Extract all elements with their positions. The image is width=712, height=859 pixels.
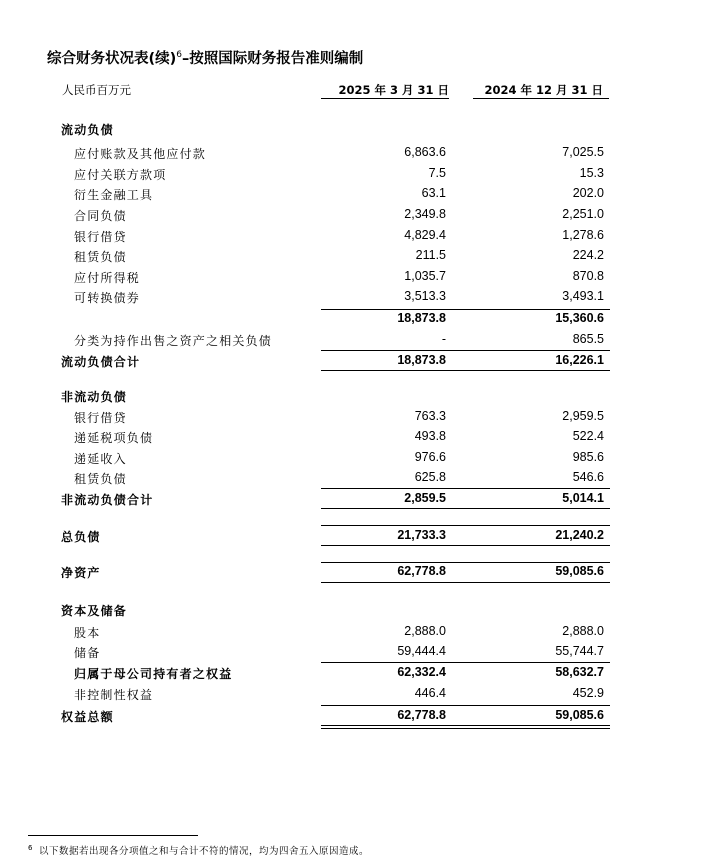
value-2024: 55,744.7: [555, 644, 604, 658]
total-rule: [321, 350, 610, 351]
value-2025: 18,873.8: [397, 311, 446, 325]
row-label: 非流动负债: [61, 390, 128, 404]
row-label: 可转换债券: [74, 291, 141, 305]
table-row: [0, 686, 712, 704]
value-2024: 15.3: [579, 166, 604, 180]
value-2024: 985.6: [572, 450, 604, 464]
value-2024: 21,240.2: [555, 528, 604, 542]
double-rule-bottom: [321, 728, 610, 729]
value-2024: 202.0: [572, 186, 604, 200]
total-rule: [321, 545, 610, 546]
row-label: 衍生金融工具: [74, 188, 154, 202]
value-2024: 59,085.6: [555, 708, 604, 722]
value-2024: 522.4: [572, 429, 604, 443]
row-label: 银行借贷: [74, 230, 127, 244]
footnote-divider: [28, 835, 198, 836]
unit-label: 人民币百万元: [62, 83, 131, 97]
row-label: 应付关联方款项: [74, 168, 167, 182]
title-suffix: –按照国际财务报告准则编制: [182, 51, 364, 67]
page-title: [47, 47, 363, 68]
row-label: 租赁负债: [74, 472, 127, 486]
total-rule: [321, 662, 610, 663]
header-rule: [473, 98, 609, 99]
value-2024: 452.9: [572, 686, 604, 700]
table-row: [0, 289, 712, 307]
table-row: [0, 602, 712, 620]
table-row: [0, 228, 712, 246]
value-2024: 224.2: [572, 248, 604, 262]
row-label: 权益总额: [61, 710, 114, 724]
value-2025: 2,888.0: [404, 624, 446, 638]
title-footnote-ref: 6: [176, 50, 182, 61]
value-2024: 16,226.1: [555, 353, 604, 367]
value-2024: 546.6: [572, 470, 604, 484]
column-header-2024: 2024 年 12 月 31 日: [484, 83, 603, 97]
value-2025: 59,444.4: [397, 644, 446, 658]
row-label: 合同负债: [74, 209, 127, 223]
row-label: 股本: [74, 626, 101, 640]
total-rule: [321, 525, 610, 526]
value-2025: 446.4: [414, 686, 446, 700]
table-row: [0, 708, 712, 726]
table-row: [0, 166, 712, 184]
row-label: 递延税项负债: [74, 431, 154, 445]
row-label: 总负债: [61, 530, 101, 544]
value-2025: 211.5: [415, 248, 446, 262]
value-2024: 870.8: [572, 269, 604, 283]
row-label: 资本及储备: [61, 604, 128, 618]
value-2024: 2,888.0: [562, 624, 604, 638]
row-label: 应付所得税: [74, 271, 141, 285]
value-2025: 6,863.6: [404, 145, 446, 159]
table-row: [0, 186, 712, 204]
footnote-text: 以下数据若出现各分项值之和与合计不符的情况，均为四舍五入原因造成。: [38, 846, 369, 857]
total-rule: [321, 562, 610, 563]
table-row: [0, 353, 712, 371]
value-2025: 18,873.8: [397, 353, 446, 367]
table-row: [0, 624, 712, 642]
value-2025: 2,859.5: [404, 491, 446, 505]
row-label: 银行借贷: [74, 411, 127, 425]
value-2024: 865.5: [572, 332, 604, 346]
value-2025: 493.8: [414, 429, 446, 443]
value-2024: 59,085.6: [555, 564, 604, 578]
row-label: 流动负债合计: [61, 355, 141, 369]
column-header-2025: 2025 年 3 月 31 日: [338, 83, 449, 97]
total-rule: [321, 370, 610, 371]
value-2025: 4,829.4: [404, 228, 446, 242]
value-2025: 63.1: [421, 186, 446, 200]
subtotal-rule: [321, 309, 610, 310]
row-label: 储备: [74, 646, 101, 660]
table-row: [0, 388, 712, 406]
table-row: [0, 332, 712, 350]
value-2025: -: [441, 332, 446, 346]
row-label: 分类为持作出售之资产之相关负债: [74, 334, 273, 348]
total-rule: [321, 705, 610, 706]
row-label: 非控制性权益: [74, 688, 154, 702]
header-rule: [321, 98, 449, 99]
value-2024: 1,278.6: [562, 228, 604, 242]
value-2024: 3,493.1: [562, 289, 604, 303]
value-2025: 62,778.8: [397, 564, 446, 578]
table-row: [0, 644, 712, 662]
value-2025: 7.5: [428, 166, 446, 180]
value-2025: 3,513.3: [404, 289, 446, 303]
total-rule: [321, 488, 610, 489]
row-label: 非流动负债合计: [61, 493, 154, 507]
row-label: 流动负债: [61, 123, 114, 137]
table-row: [0, 207, 712, 225]
table-row: [0, 470, 712, 488]
value-2025: 976.6: [414, 450, 446, 464]
row-label: 净资产: [61, 566, 101, 580]
total-rule: [321, 582, 610, 583]
table-row: [0, 145, 712, 163]
value-2025: 1,035.7: [404, 269, 446, 283]
value-2024: 5,014.1: [562, 491, 604, 505]
row-label: 递延收入: [74, 452, 127, 466]
value-2024: 2,251.0: [562, 207, 604, 221]
table-row: [0, 564, 712, 582]
table-row: [0, 248, 712, 266]
value-2024: 7,025.5: [562, 145, 604, 159]
double-rule-top: [321, 725, 610, 726]
footnote: [28, 843, 369, 857]
table-row: [0, 665, 712, 683]
table-row: [0, 311, 712, 329]
value-2025: 21,733.3: [397, 528, 446, 542]
table-row: [0, 450, 712, 468]
table-row: [0, 491, 712, 509]
row-label: 应付账款及其他应付款: [74, 147, 207, 161]
value-2025: 62,332.4: [397, 665, 446, 679]
table-row: [0, 528, 712, 546]
table-row: [0, 121, 712, 139]
value-2024: 2,959.5: [562, 409, 604, 423]
value-2025: 625.8: [414, 470, 446, 484]
row-label: 租赁负债: [74, 250, 127, 264]
value-2024: 58,632.7: [555, 665, 604, 679]
table-row: [0, 409, 712, 427]
value-2024: 15,360.6: [555, 311, 604, 325]
value-2025: 2,349.8: [404, 207, 446, 221]
table-row: [0, 429, 712, 447]
footnote-number: 6: [28, 843, 33, 852]
table-row: [0, 269, 712, 287]
total-rule: [321, 508, 610, 509]
title-text: 综合财务状况表(续): [47, 51, 177, 67]
value-2025: 62,778.8: [397, 708, 446, 722]
row-label: 归属于母公司持有者之权益: [74, 667, 233, 681]
value-2025: 763.3: [414, 409, 446, 423]
